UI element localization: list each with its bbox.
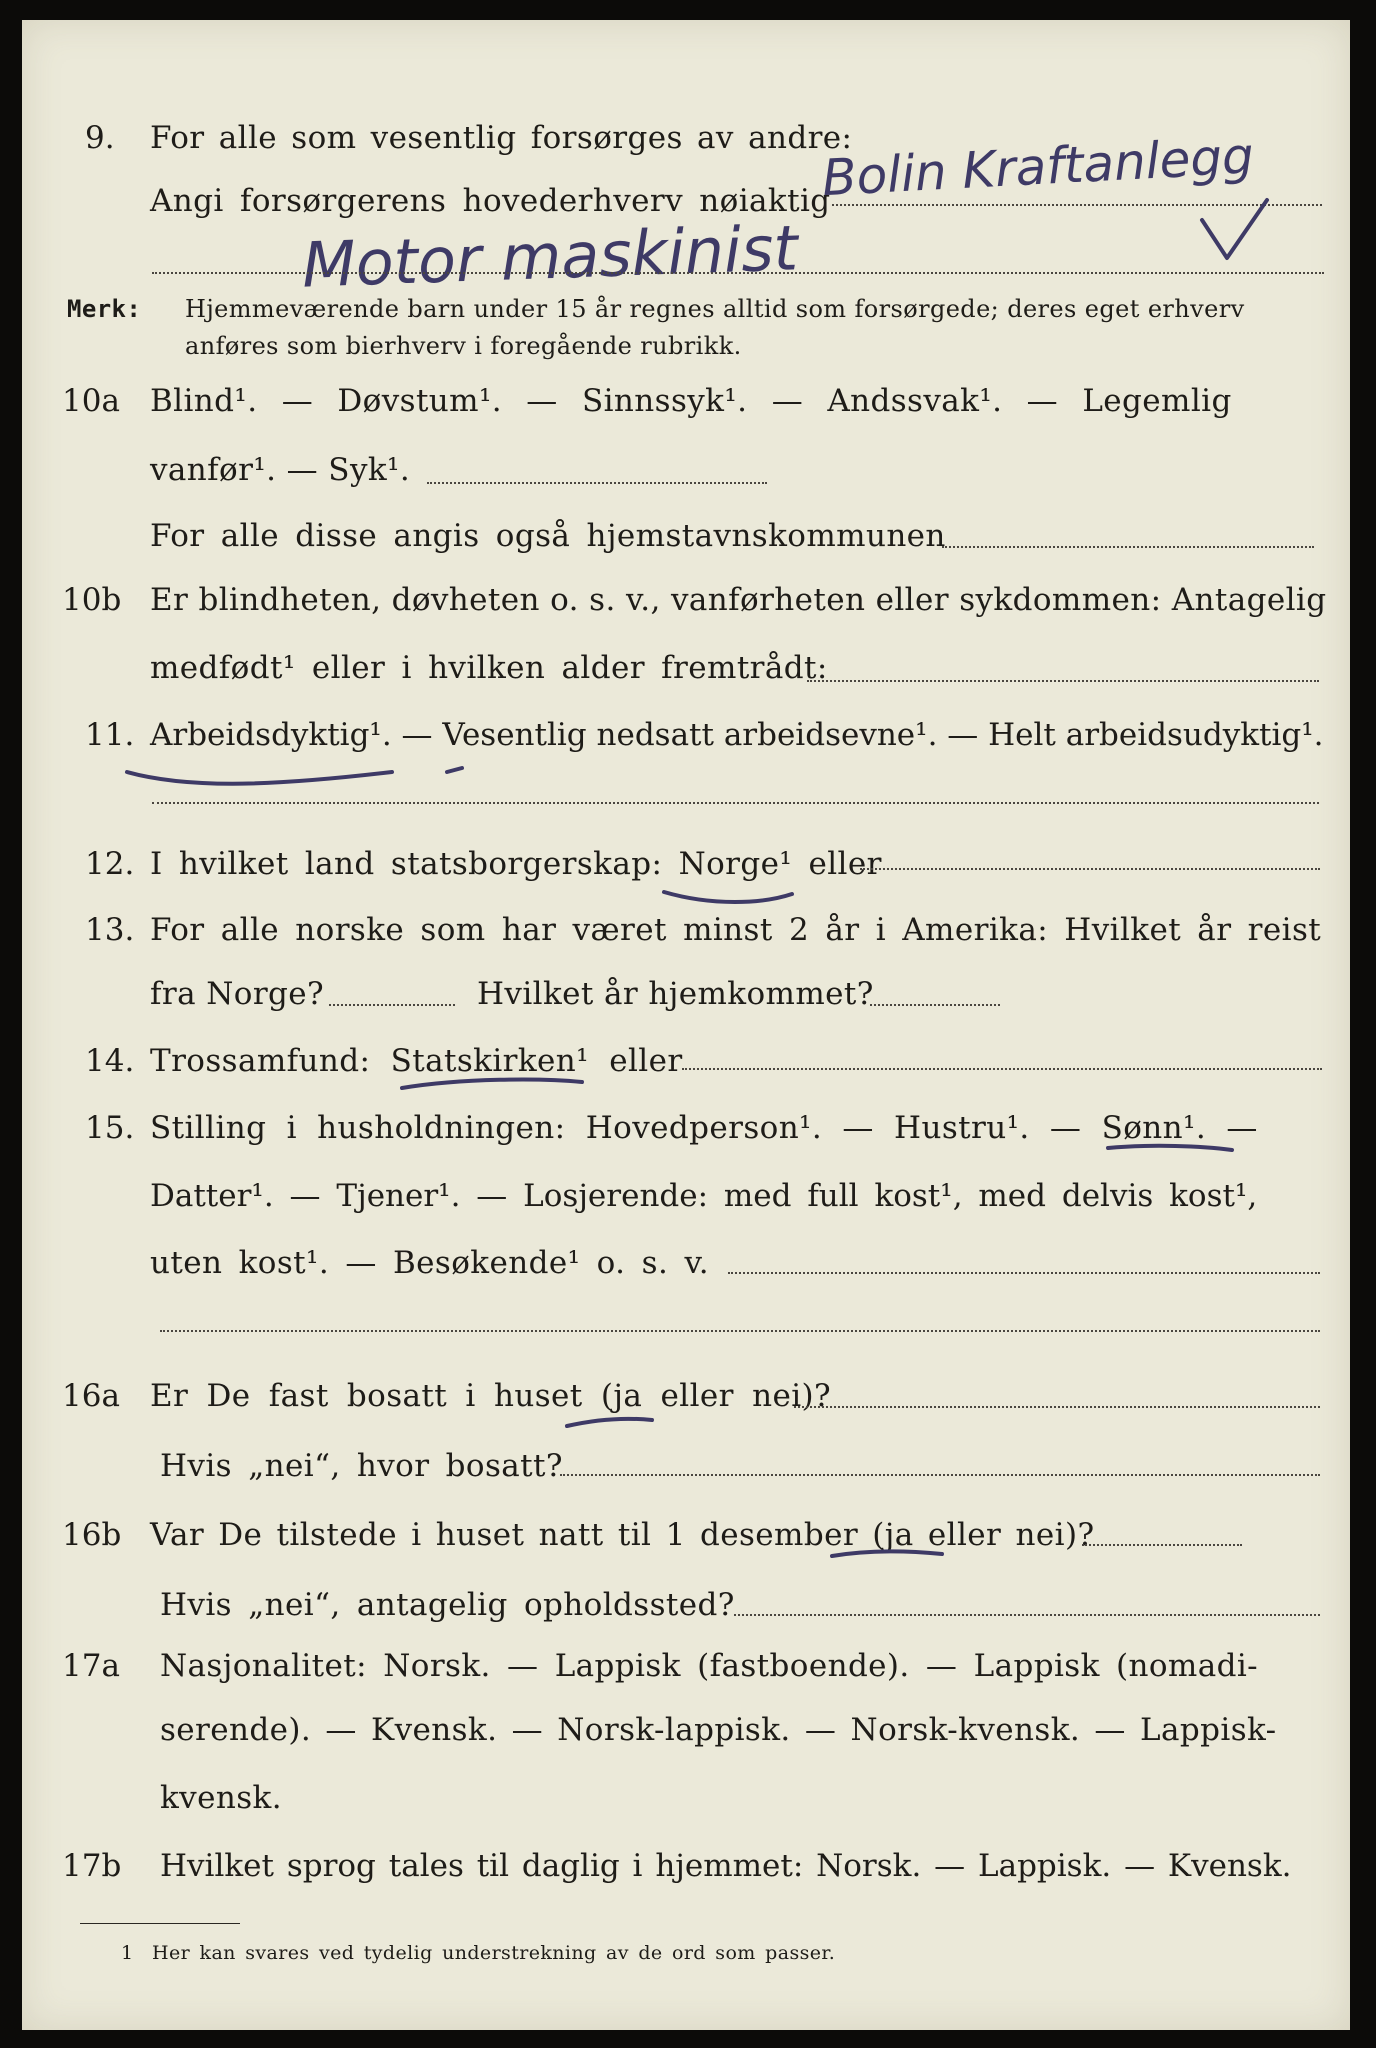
underline-sonn	[1108, 1146, 1232, 1150]
q16a-line2: Hvis „nei“, hvor bosatt?	[160, 1448, 563, 1484]
q9-line2: Angi forsørgerens hovederhverv nøiaktig	[150, 183, 831, 219]
q17a-line2: serende). — Kvensk. — Norsk-lappisk. — Norsk-kvensk. — Lappisk-	[160, 1712, 1277, 1748]
underline-ja	[567, 1419, 652, 1426]
underline-arbeidsdyktig	[127, 772, 392, 784]
footnote-text: Her kan svares ved tydelig understrekning av de ord som passer.	[152, 1942, 836, 1964]
q15-number: 15.	[85, 1110, 135, 1146]
underline-statskirken	[402, 1080, 582, 1088]
q10a-line2: vanfør¹. — Syk¹.	[150, 452, 411, 488]
q10a-number: 10a	[62, 383, 120, 419]
footnote-mark: 1	[121, 1942, 134, 1964]
q11-number: 11.	[85, 717, 135, 753]
q14-number: 14.	[85, 1043, 135, 1079]
q17b-number: 17b	[62, 1848, 122, 1884]
q10a-line3: For alle disse angis også hjemstavnskommunen	[150, 518, 946, 554]
q17a-line1: Nasjonalitet: Norsk. — Lappisk (fastboende). — Lappisk (nomadi-	[160, 1648, 1259, 1684]
q11-line1: Arbeidsdyktig¹. — Vesentlig nedsatt arbeidsevne¹. — Helt arbeidsudyktig¹.	[150, 717, 1324, 753]
q13-line2b: Hvilket år hjemkommet?	[477, 976, 874, 1012]
q15-line1: Stilling i husholdningen: Hovedperson¹. — Hustru¹. — Sønn¹. —	[150, 1110, 1258, 1146]
q13-number: 13.	[85, 912, 135, 948]
q16b-line2: Hvis „nei“, antagelig opholdssted?	[160, 1587, 735, 1623]
q10b-line2: medfødt¹ eller i hvilken alder fremtrådt:	[150, 650, 828, 686]
underline-ja-16b	[832, 1551, 942, 1556]
q17a-line3: kvensk.	[160, 1780, 282, 1816]
q12-line1: I hvilket land statsborgerskap: Norge¹ eller	[150, 846, 882, 882]
q16b-line1: Var De tilstede i huset natt til 1 desember (ja eller nei)?	[150, 1517, 1095, 1553]
q15-line2: Datter¹. — Tjener¹. — Losjerende: med full kost¹, med delvis kost¹,	[150, 1178, 1258, 1214]
q10a-line1: Blind¹. — Døvstum¹. — Sinnssyk¹. — Andssvak¹. — Legemlig	[150, 383, 1232, 419]
q10b-line1: Er blindheten, døvheten o. s. v., vanførheten eller sykdommen: Antagelig	[150, 582, 1327, 618]
census-form-page	[22, 20, 1350, 2030]
merk-line1: Hjemmeværende barn under 15 år regnes alltid som forsørgede; deres eget erhverv	[185, 295, 1245, 323]
q9-number: 9.	[85, 120, 115, 156]
tick-mark-q9	[1202, 200, 1267, 258]
q16a-number: 16a	[62, 1378, 120, 1414]
q14-line1: Trossamfund: Statskirken¹ eller	[150, 1043, 683, 1079]
q17a-number: 17a	[62, 1648, 120, 1684]
q9-handwritten-occupation: Motor maskinist	[300, 211, 799, 302]
q16b-number: 16b	[62, 1517, 122, 1553]
merk-line2: anføres som bierhverv i foregående rubrikk.	[185, 332, 742, 360]
merk-label: Merk:	[67, 295, 142, 323]
handwritten-underlines	[22, 20, 1350, 2030]
underline-arbeidsdyktig-tick	[447, 768, 462, 772]
q12-number: 12.	[85, 846, 135, 882]
q17b-line1: Hvilket sprog tales til daglig i hjemmet: Norsk. — Lappisk. — Kvensk.	[160, 1848, 1292, 1884]
q16a-line1: Er De fast bosatt i huset (ja eller nei)?	[150, 1378, 832, 1414]
q13-line1: For alle norske som har været minst 2 år i Amerika: Hvilket år reist	[150, 912, 1322, 948]
q9-handwritten-employer: Bolin Kraftanlegg	[820, 126, 1256, 208]
underline-norge	[664, 892, 792, 902]
q9-line1: For alle som vesentlig forsørges av andre:	[150, 120, 853, 156]
q15-line3: uten kost¹. — Besøkende¹ o. s. v.	[150, 1245, 709, 1281]
q13-line2a: fra Norge?	[150, 976, 325, 1012]
q10b-number: 10b	[62, 582, 122, 618]
